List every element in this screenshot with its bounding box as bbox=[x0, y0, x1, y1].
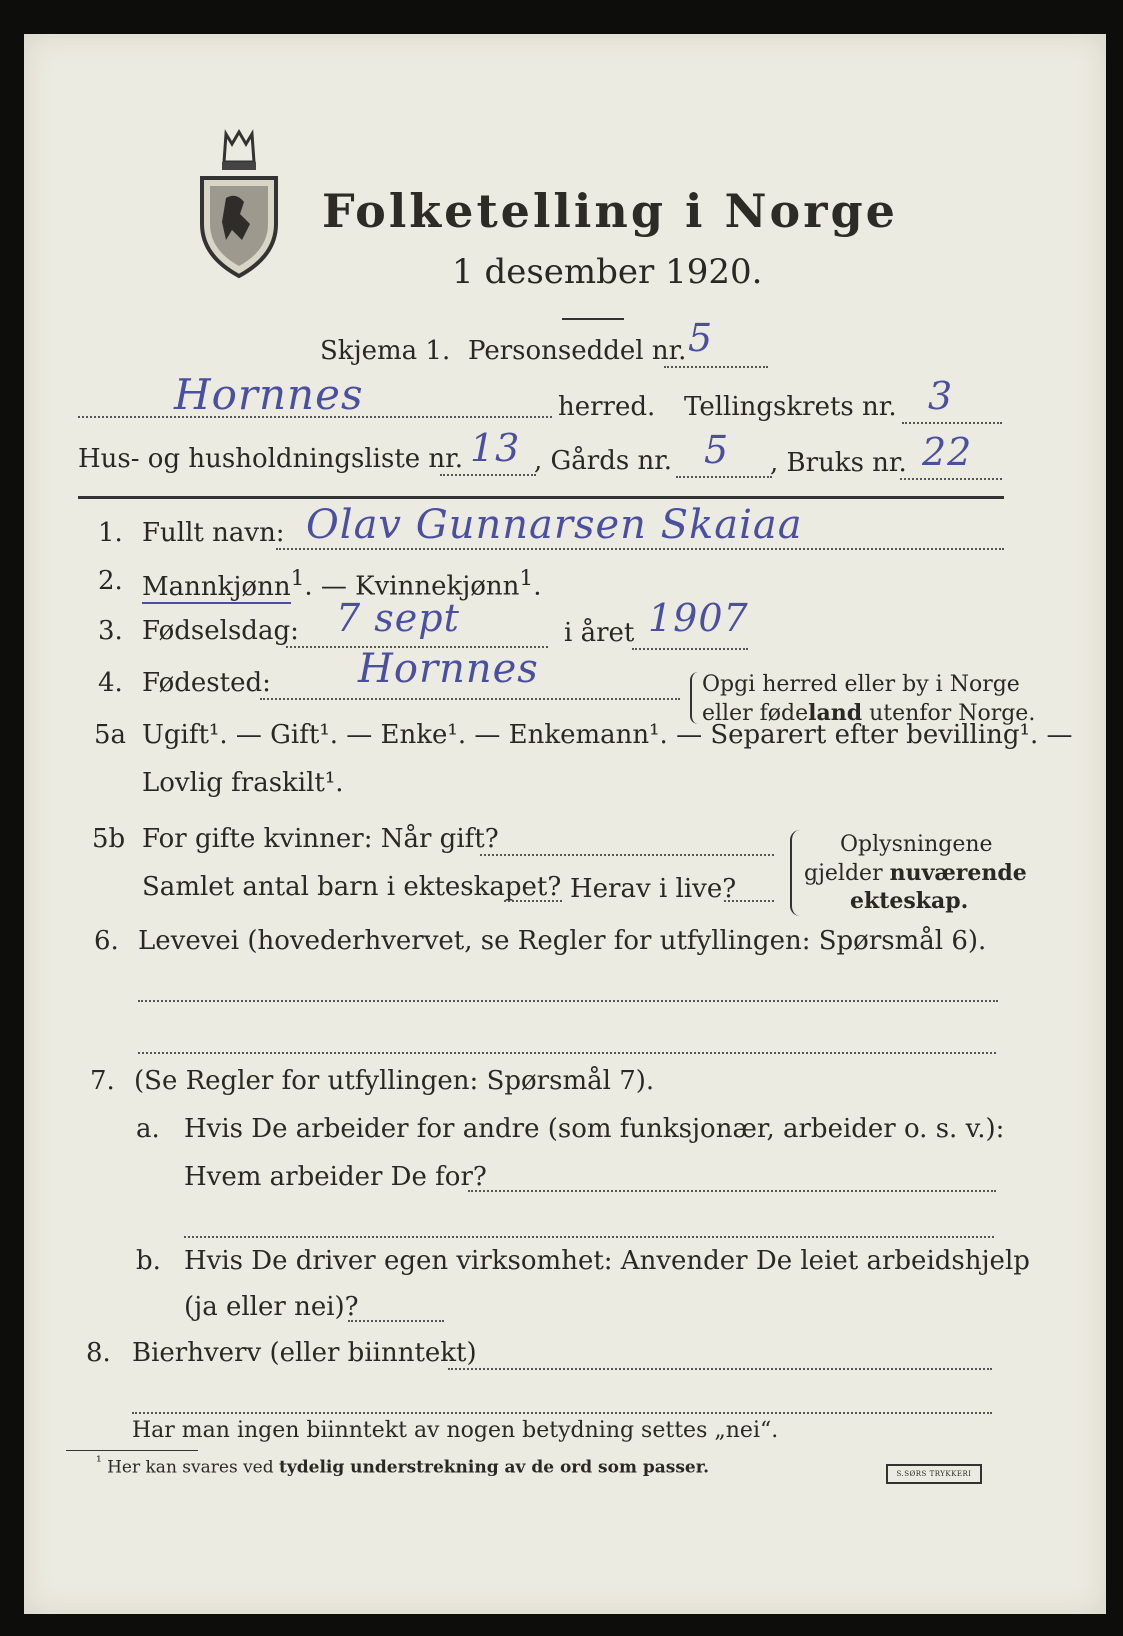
q2-number: 2. bbox=[98, 566, 123, 596]
birthyear-value[interactable]: 1907 bbox=[648, 596, 749, 640]
header-rule bbox=[78, 496, 1004, 499]
footnote: $^{^1}$ Her kan svares ved tydelig understrekning av de ord som passer. bbox=[96, 1454, 710, 1478]
q7a-line-1 bbox=[468, 1190, 996, 1192]
husliste-line bbox=[440, 474, 536, 476]
q5b-line-1 bbox=[480, 854, 774, 856]
q5a-number: 5a bbox=[94, 720, 127, 750]
birthplace-value[interactable]: Hornnes bbox=[358, 646, 539, 692]
title-divider bbox=[562, 318, 624, 320]
q2-male[interactable]: Mannkjønn bbox=[142, 571, 291, 602]
q7a-text-2: Hvem arbeider De for? bbox=[184, 1162, 487, 1192]
q2-end: . bbox=[533, 571, 542, 602]
q3-number: 3. bbox=[98, 616, 123, 646]
q4-line bbox=[260, 698, 680, 700]
printer-stamp: S.SØRS TRYKKERI bbox=[886, 1464, 982, 1484]
gards-line bbox=[676, 476, 772, 478]
bruks-label: , Bruks nr. bbox=[770, 448, 907, 478]
q3-label: Fødselsdag: bbox=[142, 616, 299, 646]
q7a-text: Hvis De arbeider for andre (som funksjonær, arbeider o. s. v.): bbox=[184, 1114, 1005, 1144]
q7b-letter: b. bbox=[136, 1246, 161, 1276]
q6-text: Levevei (hovederhvervet, se Regler for utfyllingen: Spørsmål 6). bbox=[138, 926, 987, 956]
personseddel-label: Personseddel nr. bbox=[468, 336, 687, 366]
q6-line-2 bbox=[138, 1052, 996, 1054]
q4-number: 4. bbox=[98, 668, 123, 698]
q6-line-1 bbox=[138, 1000, 998, 1002]
q5b-number: 5b bbox=[92, 824, 126, 854]
q1-number: 1. bbox=[98, 518, 123, 548]
gards-label: , Gårds nr. bbox=[534, 446, 673, 476]
q5b-line-3 bbox=[724, 900, 774, 902]
q7-number: 7. bbox=[90, 1066, 115, 1096]
q1-line bbox=[276, 548, 1004, 550]
tellingskrets-value[interactable]: 3 bbox=[928, 374, 954, 418]
coat-of-arms-icon bbox=[196, 128, 282, 280]
q5b-label-1: For gifte kvinner: Når gift? bbox=[142, 824, 499, 854]
marital-options[interactable]: Ugift¹. — Gift¹. — Enke¹. — Enkemann¹. — Separert efter bevilling¹. — bbox=[142, 720, 1073, 750]
q8-text: Bierhverv (eller biinntekt) bbox=[132, 1338, 477, 1368]
footnote-rule bbox=[66, 1450, 198, 1451]
q1-label: Fullt navn: bbox=[142, 518, 285, 548]
tellingskrets-line bbox=[902, 422, 1002, 424]
q4-note-2: eller fødeland utenfor Norge. bbox=[702, 700, 1036, 726]
skjema-label: Skjema 1. bbox=[320, 336, 451, 366]
q5b-label-2: Samlet antal barn i ekteskapet? bbox=[142, 872, 562, 902]
q5b-note-1: Oplysningene bbox=[840, 832, 993, 857]
husliste-label: Hus- og husholdningsliste nr. bbox=[78, 444, 464, 474]
q8-number: 8. bbox=[86, 1338, 111, 1368]
q7b-text: Hvis De driver egen virksomhet: Anvender De leiet arbeidshjelp bbox=[184, 1246, 1030, 1276]
q7a-letter: a. bbox=[136, 1114, 160, 1144]
q5b-note-2: gjelder nuværende bbox=[804, 860, 1027, 886]
q4-brace bbox=[690, 672, 698, 724]
q7a-line-2 bbox=[184, 1236, 994, 1238]
q3-year-line bbox=[632, 648, 748, 650]
census-date: 1 desember 1920. bbox=[452, 252, 763, 292]
q2-female[interactable]: . — Kvinnekjønn bbox=[304, 571, 520, 602]
herred-label: herred. bbox=[558, 392, 656, 422]
personseddel-value[interactable]: 5 bbox=[688, 316, 714, 360]
q5b-line-2 bbox=[504, 900, 562, 902]
bruks-line bbox=[900, 478, 1002, 480]
q4-label: Fødested: bbox=[142, 668, 271, 698]
gards-value[interactable]: 5 bbox=[704, 428, 730, 472]
husliste-value[interactable]: 13 bbox=[470, 426, 521, 470]
q7b-text-2: (ja eller nei)? bbox=[184, 1292, 359, 1322]
q8-note: Har man ingen biinntekt av nogen betydning settes „nei“. bbox=[132, 1418, 779, 1443]
form-title: Folketelling i Norge bbox=[322, 184, 898, 238]
full-name-value[interactable]: Olav Gunnarsen Skaiaa bbox=[306, 502, 803, 548]
census-form bbox=[24, 34, 1106, 1614]
q5b-label-3: Herav i live? bbox=[570, 874, 737, 904]
q7-text: (Se Regler for utfyllingen: Spørsmål 7). bbox=[134, 1066, 655, 1096]
marital-options-2[interactable]: Lovlig fraskilt¹. bbox=[142, 768, 344, 798]
herred-value[interactable]: Hornnes bbox=[174, 370, 364, 419]
birthdate-value[interactable]: 7 sept bbox=[336, 596, 460, 640]
q5b-brace bbox=[790, 830, 800, 916]
q8-line-1 bbox=[448, 1368, 992, 1370]
q4-note-1: Opgi herred eller by i Norge bbox=[702, 672, 1020, 697]
bruks-value[interactable]: 22 bbox=[922, 430, 973, 474]
q8-line-2 bbox=[132, 1412, 992, 1414]
q2-options: Mannkjønn$^1$. — Kvinnekjønn$^1$. bbox=[142, 566, 542, 602]
q6-number: 6. bbox=[94, 926, 119, 956]
personseddel-line bbox=[664, 366, 768, 368]
q5b-note-3: ekteskap. bbox=[850, 888, 969, 914]
q7b-line bbox=[348, 1320, 444, 1322]
q3-year-label: i året bbox=[564, 618, 635, 648]
tellingskrets-label: Tellingskrets nr. bbox=[684, 392, 897, 422]
